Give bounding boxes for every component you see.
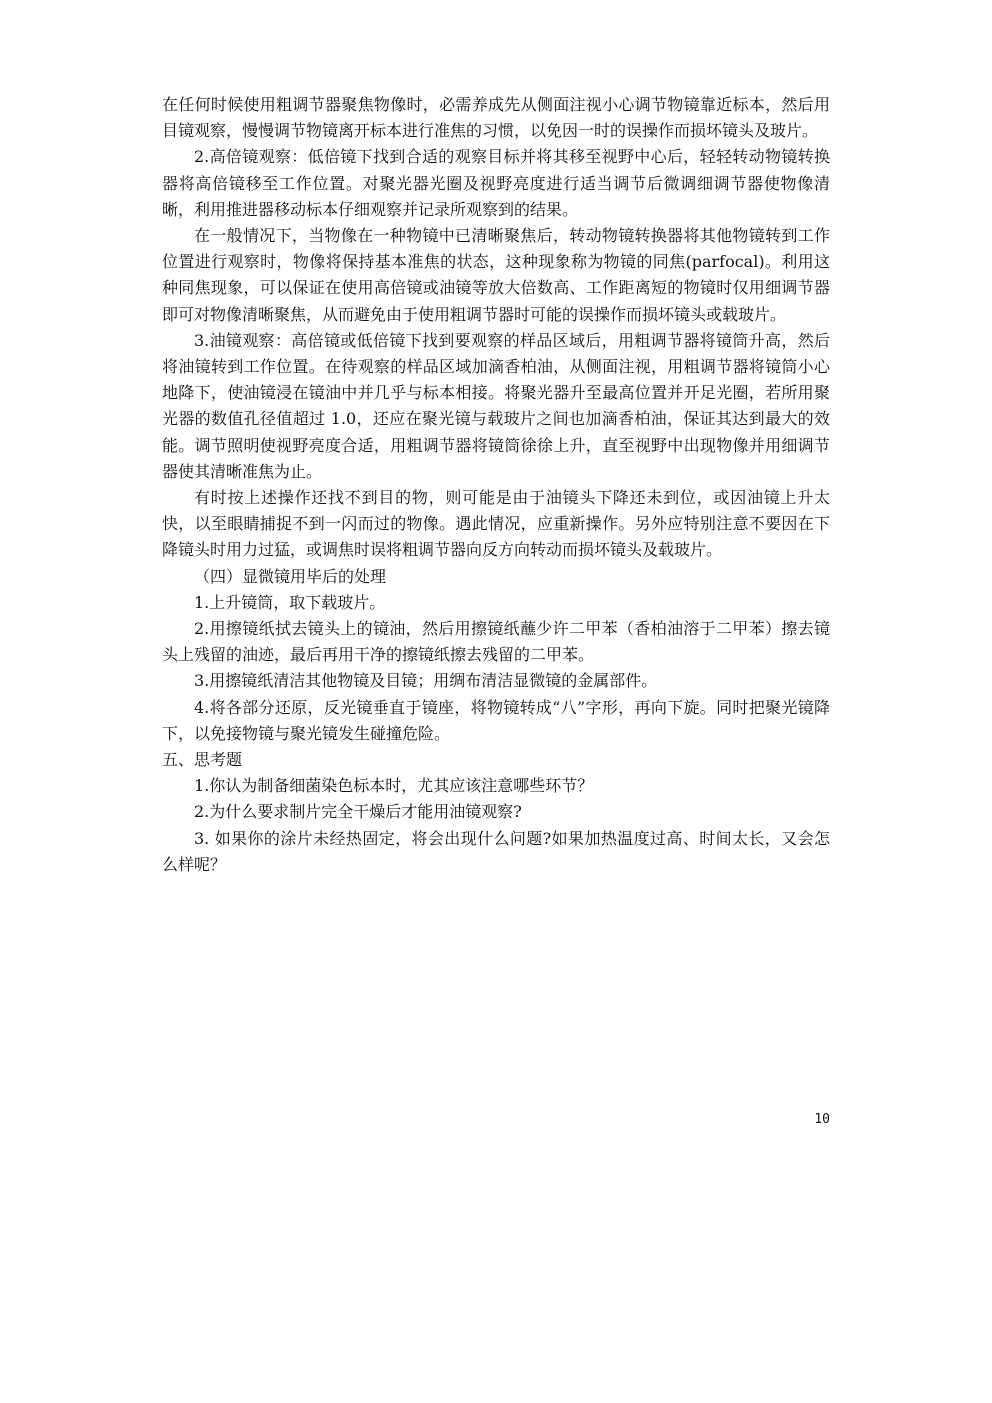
- section-heading-questions: 五、思考题: [162, 750, 243, 770]
- list-item-after-use-1: 1.上升镜筒，取下载玻片。: [194, 592, 386, 612]
- paragraph-troubleshooting: 有时按上述操作还找不到目的物，则可能是由于油镜头下降还未到位，或因油镜上升太快，以至眼睛捕捉不到一闪而过的物像。遇此情况，应重新操作。另外应特别注意不要因在下降镜头时用力过猛，或调焦时误将粗调节器向反方向转动而损坏镜头及载玻片。: [162, 488, 830, 560]
- paragraph-high-power-observation: 2.高倍镜观察：低倍镜下找到合适的观察目标并将其移至视野中心后，轻轻转动物镜转换器将高倍镜移至工作位置。对聚光器光圈及视野亮度进行适当调节后微调细调节器使物像清晰，利用推进器移动标本仔细观察并记录所观察到的结果。: [162, 147, 830, 219]
- list-item-after-use-3: 3.用擦镜纸清洁其他物镜及目镜；用绸布清洁显微镜的金属部件。: [194, 671, 658, 691]
- list-item-after-use-2: 2.用擦镜纸拭去镜头上的镜油，然后用擦镜纸蘸少许二甲苯（香柏油溶于二甲苯）擦去镜头上残留的油迹，最后再用干净的擦镜纸擦去残留的二甲苯。: [162, 619, 830, 665]
- question-3: 3. 如果你的涂片未经热固定，将会出现什么问题?如果加热温度过高、时间太长，又会怎么样呢？: [162, 828, 830, 874]
- paragraph-focus-habit: 在任何时候使用粗调节器聚焦物像时，必需养成先从侧面注视小心调节物镜靠近标本，然后用目镜观察，慢慢调节物镜离开标本进行准焦的习惯，以免因一时的误操作而损坏镜头及玻片。: [162, 95, 830, 141]
- document-body: [162, 92, 830, 878]
- paragraph-parfocal: 在一般情况下，当物像在一种物镜中已清晰聚焦后，转动物镜转换器将其他物镜转到工作位置进行观察时，物像将保持基本准焦的状态，这种现象称为物镜的同焦(parfocal)。利用这种同焦现象，可以保证在使用高倍镜或油镜等放大倍数高、工作距离短的物镜时仅用细调节器即可对物像清晰聚焦，从而避免由于使用粗调节器时可能的误操作而损坏镜头或载玻片。: [162, 226, 830, 324]
- question-2: 2.为什么要求制片完全干燥后才能用油镜观察?: [194, 802, 522, 822]
- question-1: 1.你认为制备细菌染色标本时，尤其应该注意哪些环节？: [194, 776, 594, 796]
- page-number: 10: [814, 1112, 830, 1127]
- list-item-after-use-4: 4.将各部分还原，反光镜垂直于镜座，将物镜转成“八”字形，再向下旋。同时把聚光镜降下，以免接物镜与聚光镜发生碰撞危险。: [162, 697, 830, 743]
- section-heading-after-use: （四）显微镜用毕后的处理: [194, 566, 387, 586]
- paragraph-oil-immersion-observation: 3.油镜观察：高倍镜或低倍镜下找到要观察的样品区域后，用粗调节器将镜筒升高，然后将油镜转到工作位置。在待观察的样品区域加滴香柏油，从侧面注视，用粗调节器将镜筒小心地降下，使油镜浸在镜油中并几乎与标本相接。将聚光器升至最高位置并开足光圈，若所用聚光器的数值孔径值超过 1.0，还应在聚光镜与载玻片之间也加滴香柏油，保证其达到最大的效能。调节照明使视野亮度合适，用粗调节器将镜筒徐徐上升，直至视野中出现物像并用细调节器使其清晰准焦为止。: [162, 330, 830, 481]
